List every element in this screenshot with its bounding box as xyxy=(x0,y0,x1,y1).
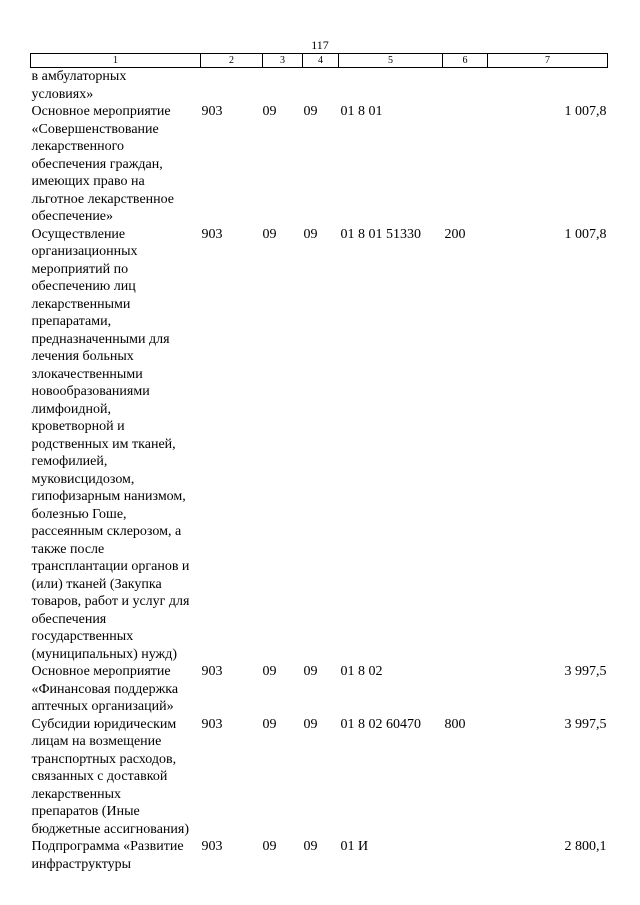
table-header xyxy=(31,54,608,68)
row-ministry-code: 903 xyxy=(201,839,223,854)
row-amount: 1 007,8 xyxy=(564,104,607,119)
header-col-5: 5 xyxy=(339,54,443,68)
row-amount xyxy=(488,68,608,104)
row-expense-type xyxy=(443,68,488,104)
row-section xyxy=(263,68,303,104)
row-amount: 1 007,8 xyxy=(564,226,607,242)
table-row xyxy=(31,838,608,873)
header-col-6: 6 xyxy=(443,54,488,68)
table-row xyxy=(31,716,608,839)
header-col-7: 7 xyxy=(488,54,608,68)
header-col-2: 2 xyxy=(201,54,263,68)
row-name: Субсидии юридическим лицам на возмещение транспортных расходов, связанных с доставкой лекарственных препаратов (Иные бюджетные ассигнования) xyxy=(31,716,190,837)
row-name: в амбулаторных условиях» xyxy=(31,69,127,102)
header-col-3: 3 xyxy=(263,54,303,68)
header-col-1: 1 xyxy=(31,54,201,68)
row-section: 09 xyxy=(262,226,277,242)
row-amount: 3 997,5 xyxy=(564,716,607,732)
budget-table xyxy=(30,53,608,873)
row-subsection: 09 xyxy=(303,839,318,854)
table-row xyxy=(31,226,608,664)
row-name: Основное мероприятие «Финансовая поддержка аптечных организаций» xyxy=(31,664,179,714)
row-ministry-code: 903 xyxy=(201,104,223,119)
row-target-article: 01 И xyxy=(340,839,369,854)
table-row xyxy=(31,68,608,104)
row-section: 09 xyxy=(262,104,277,119)
row-target-article: 01 8 01 xyxy=(340,104,383,119)
table-row xyxy=(31,663,608,716)
table-body xyxy=(31,68,608,874)
row-subsection xyxy=(303,68,339,104)
table-row xyxy=(31,103,608,226)
row-subsection: 09 xyxy=(303,664,318,679)
row-subsection: 09 xyxy=(303,104,318,119)
row-target-article: 01 8 02 xyxy=(340,664,383,679)
row-ministry-code xyxy=(201,68,263,104)
row-expense-type xyxy=(443,663,488,716)
row-expense-type: 800 xyxy=(444,716,466,732)
row-amount: 2 800,1 xyxy=(564,839,607,854)
row-section: 09 xyxy=(262,716,277,732)
row-name: Основное мероприятие «Совершенствование лекарственного обеспечения граждан, имеющих право на льготное лекарственное обеспечение» xyxy=(31,104,175,224)
row-name: Осуществление организационных мероприятий по обеспечению лиц лекарственными препаратами, предназначенными для лечения больных злокачественными новообразованиями лимфоидной, кроветворной и родственных им тканей, гемофилией, муковисцидозом, гипофизарным нанизмом, болезнью Гоше, рассеянным склерозом, а также после трансплантации органов и (или) тканей (Закупка товаров, работ и услуг для обеспечения государственных (муниципальных) нужд) xyxy=(31,226,190,662)
row-expense-type xyxy=(443,103,488,226)
row-ministry-code: 903 xyxy=(201,716,223,732)
row-name: Подпрограмма «Развитие инфраструктуры xyxy=(31,839,184,872)
row-section: 09 xyxy=(262,664,277,679)
row-expense-type xyxy=(443,838,488,873)
row-ministry-code: 903 xyxy=(201,226,223,242)
row-subsection: 09 xyxy=(303,716,318,732)
row-expense-type: 200 xyxy=(444,226,466,242)
row-target-article: 01 8 01 51330 xyxy=(340,226,421,242)
row-amount: 3 997,5 xyxy=(564,664,607,679)
header-col-4: 4 xyxy=(303,54,339,68)
row-subsection: 09 xyxy=(303,226,318,242)
row-section: 09 xyxy=(262,839,277,854)
row-target-article: 01 8 02 60470 xyxy=(340,716,421,732)
row-ministry-code: 903 xyxy=(201,664,223,679)
page-number: 117 xyxy=(311,38,329,52)
row-target-article xyxy=(339,68,443,104)
